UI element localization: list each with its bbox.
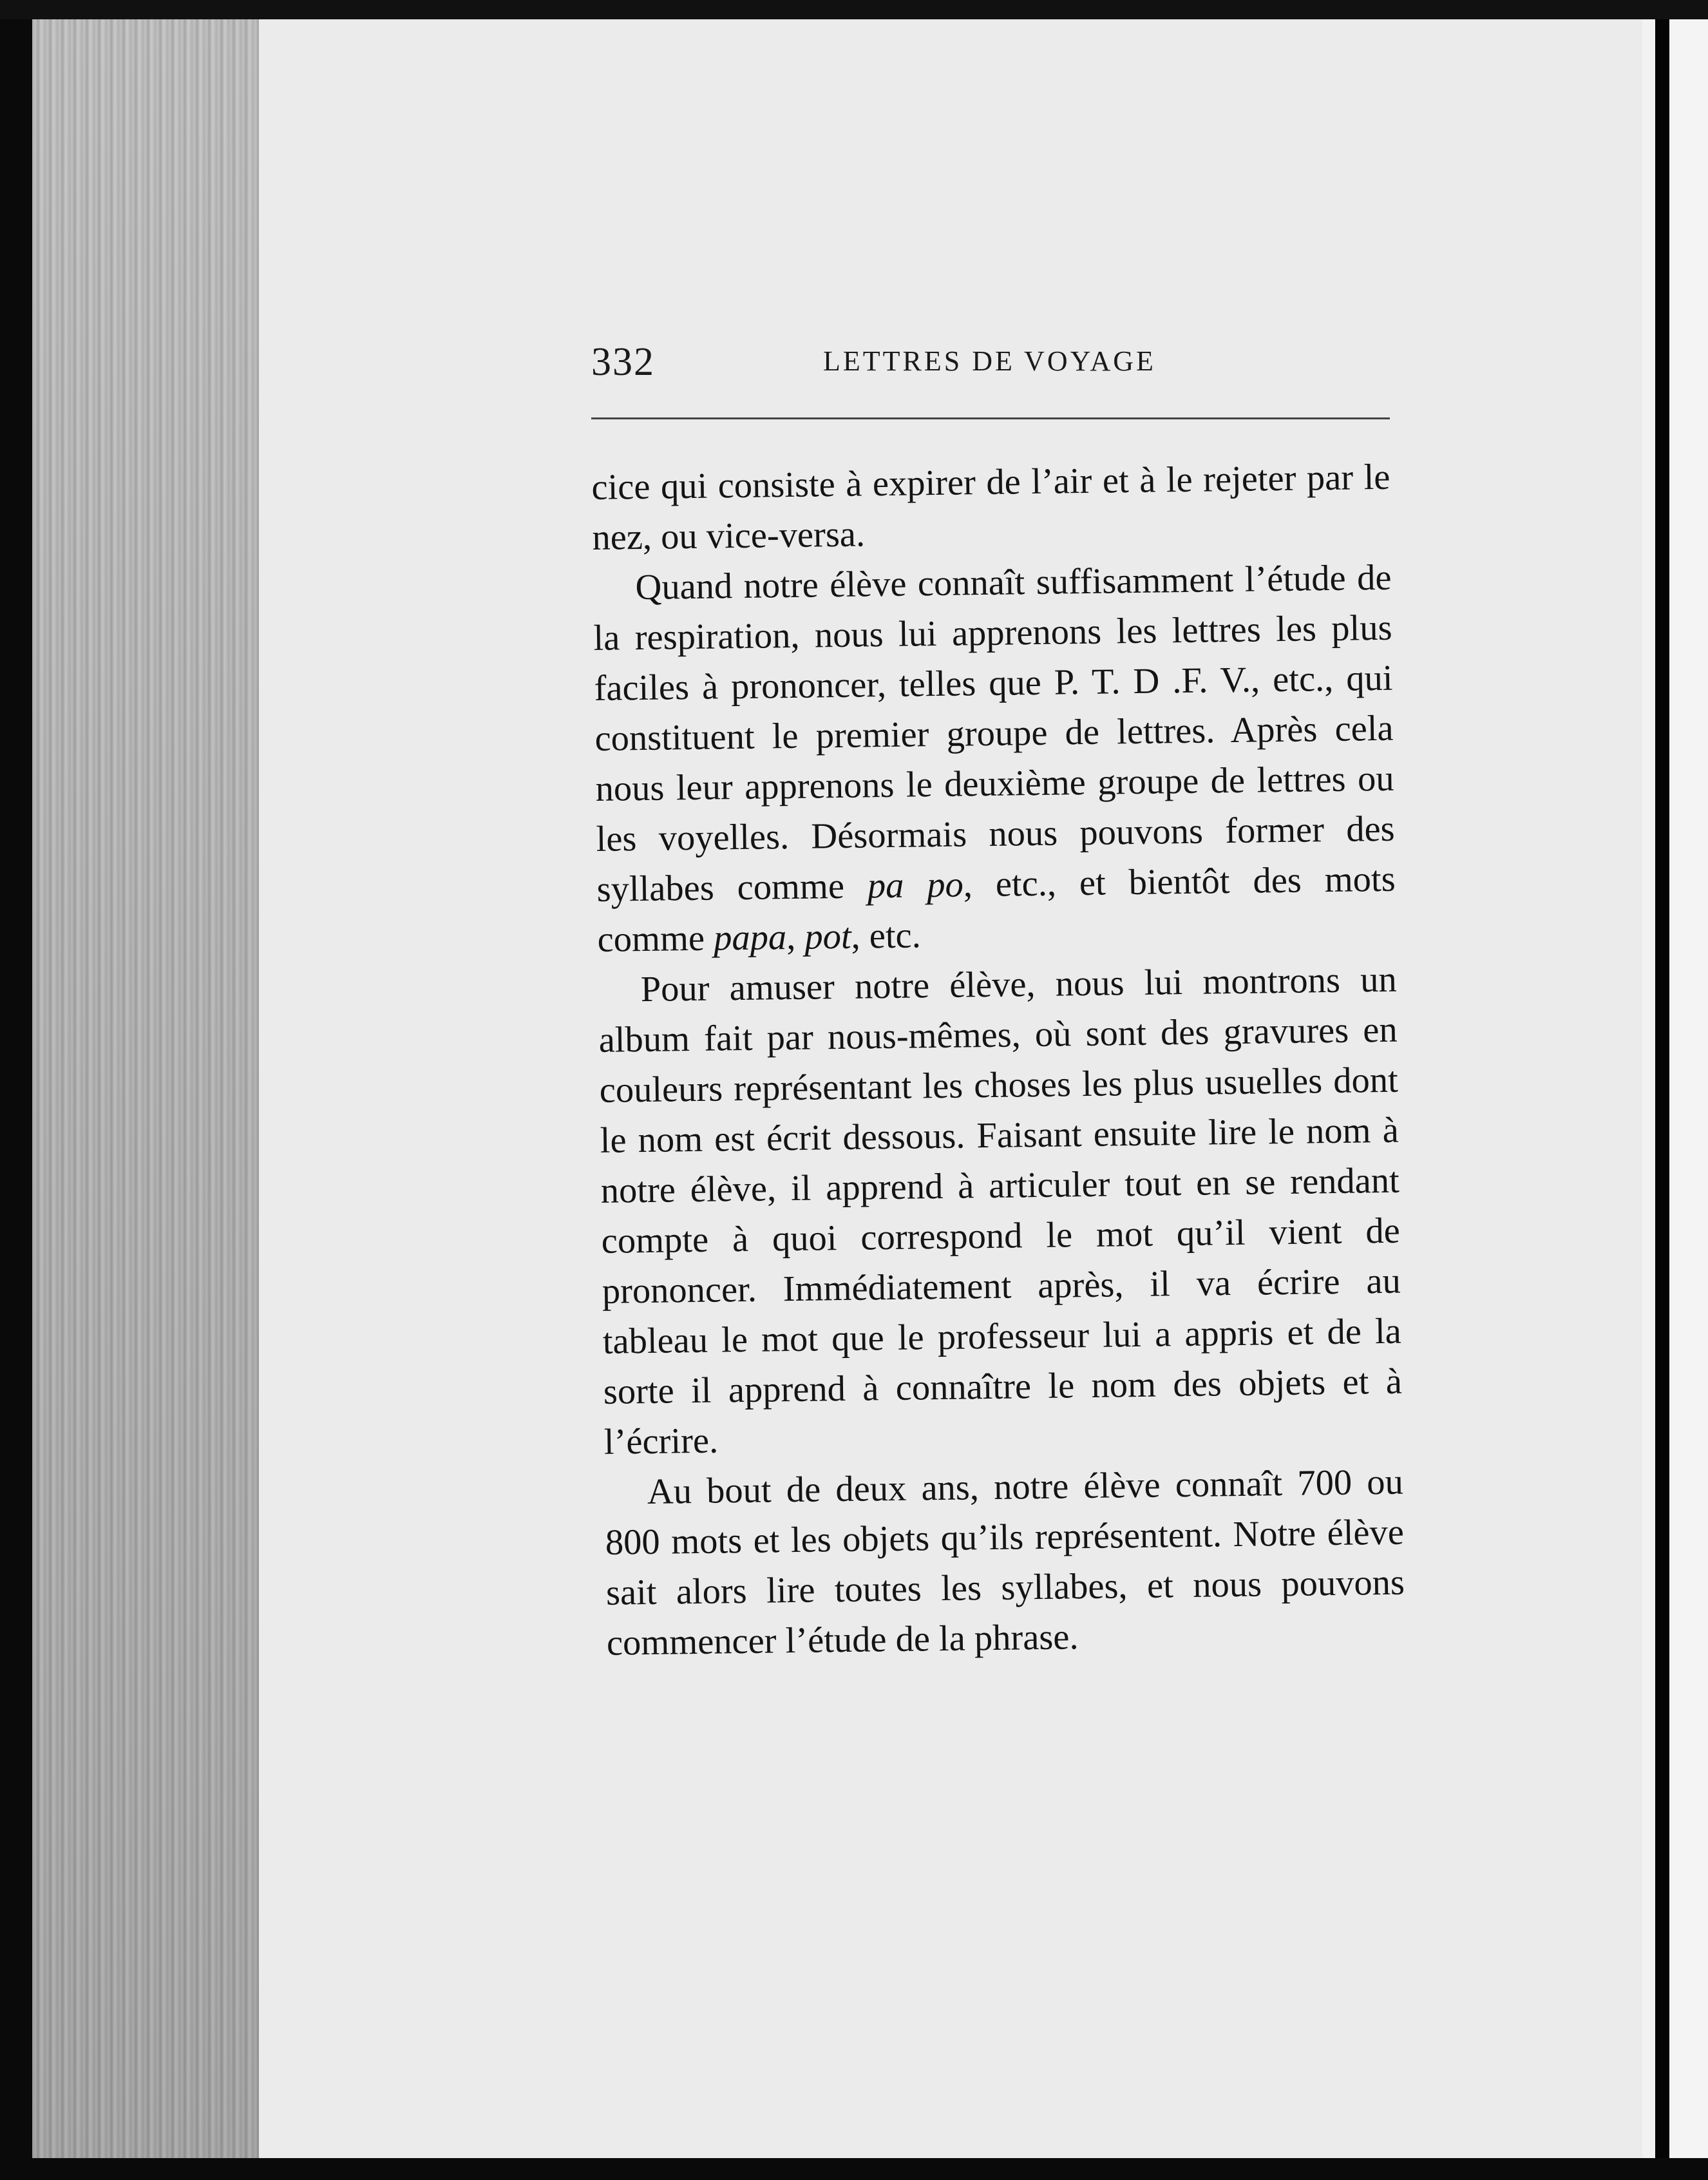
italic-example: pot — [804, 916, 851, 957]
header-rule — [591, 417, 1390, 419]
text-run: Quand notre élève connaît suffisamment l’étude de la respiration, nous lui apprenons les lettres les plus faciles à prononcer, telles que P. T. D .F. V., etc., qui constituent le premier groupe de lettres. Après cela nous leur apprenons le deuxième groupe de lettres ou les voyelles. Désormais nous pouvons former des syllabes comme — [593, 557, 1395, 910]
paragraph-1 — [591, 452, 1391, 563]
text-run: cice qui consiste à expirer de l’air et à le rejeter par le nez, ou vice-versa. — [591, 457, 1390, 558]
book-page-edges — [32, 19, 259, 2158]
text-run: Pour amuser notre élève, nous lui montrons un album fait par nous-mêmes, où sont des gravures en couleurs représentant les choses les plus usuelles dont le nom est écrit dessous. Faisant ensuite lire le nom à notre élève, il apprend à articuler tout en se rendant compte à quoi correspond le mot qu’il vient de prononcer. Immédiatement après, il va écrire au tableau le mot que le professeur lui a appris et de la sorte il apprend à connaître le nom des objets et à l’écrire. — [598, 959, 1403, 1462]
scan-right-margin — [1669, 19, 1708, 2158]
text-run: , etc., et bientôt des mots comme — [597, 859, 1396, 960]
running-title: LETTRES DE VOYAGE — [823, 345, 1156, 377]
text-run: Au bout de deux ans, notre élève connaît 700 ou 800 mots et les objets qu’ils représentent. Notre élève sait alors lire toutes les syllabes, et nous pouvons commencer l’étude de la phrase. — [605, 1462, 1405, 1663]
page-right-edge — [1642, 19, 1655, 2158]
text-run: , etc. — [851, 915, 922, 957]
scan-top-border — [0, 0, 1708, 19]
text-run: , — [786, 917, 805, 958]
italic-example: pa po — [867, 865, 964, 906]
scan-right-border — [1655, 19, 1669, 2158]
paragraph-3 — [598, 955, 1403, 1468]
body-text — [591, 452, 1405, 1668]
paragraph-2 — [593, 553, 1396, 965]
italic-example: papa — [713, 917, 787, 959]
page-number: 332 — [591, 340, 655, 384]
paragraph-4 — [604, 1457, 1405, 1668]
running-head — [591, 338, 1390, 390]
